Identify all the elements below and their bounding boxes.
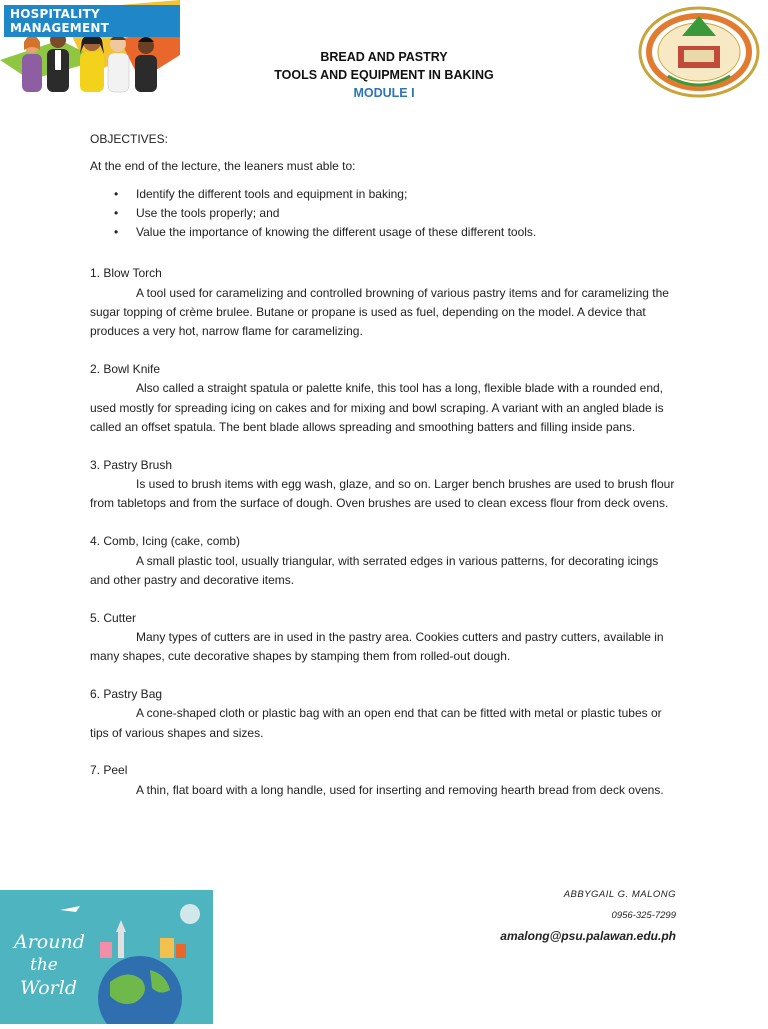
module-label: MODULE I [353,86,415,100]
author-phone: 0956-325-7299 [611,910,676,921]
document-header [0,48,768,102]
globe-illustration [0,890,213,1024]
objective-item: • Identify the different tools and equipment in baking; [136,185,680,204]
tool-description: A thin, flat board with a long handle, used for inserting and removing hearth bread from deck ovens. [136,782,664,797]
author-contact [500,889,676,943]
objective-item: • Value the importance of knowing the different usage of these different tools. [136,223,680,242]
tool-description: Many types of cutters are in used in the pastry area. Cookies cutters and pastry cutters, available in many shapes, cute decorative shapes by stamping them from rolled-out dough. [90,629,664,664]
tool-section [90,264,680,341]
tool-description: Is used to brush items with egg wash, glaze, and so on. Larger bench brushes are used to brush flour from tabletops and from the surface of dough. Oven brushes are used to clean excess flour from deck ovens. [90,477,675,511]
tool-title: 2. Bowl Knife [90,362,161,377]
tool-description: Also called a straight spatula or palette knife, this tool has a long, flexible blade with a rounded end, used mostly for spreading icing on cakes and for mixing and bowl scraping. A variant with an angled blade is called an offset spatula. The bent blade allows spreading and smoothing batters and filling inside pans. [90,381,664,435]
subject-title: BREAD AND PASTRY [320,50,448,64]
objective-item: • Use the tools properly; and [136,204,680,223]
tool-description: A small plastic tool, usually triangular, with serrated edges in various patterns, for decorating icings and other pastry and decorative items. [90,553,659,587]
around-the-world-image [0,890,213,1024]
tool-section [90,456,680,514]
banner-title: HOSPITALITY MANAGEMENT [4,5,180,37]
logo-text-around: Around [14,931,85,953]
logo-text-the: the [30,955,58,975]
author-name: ABBYGAIL G. MALONG [563,889,676,900]
tool-title: 7. Peel [90,763,128,778]
tool-section [90,761,680,800]
tool-title: 6. Pastry Bag [90,687,163,702]
tool-title: 5. Cutter [90,610,137,625]
objectives-list [90,185,680,243]
objectives-heading: OBJECTIVES: [90,132,169,146]
tool-section [90,685,680,743]
tool-section [90,609,680,667]
tool-section [90,532,680,590]
tool-description: A tool used for caramelizing and controlled browning of various pastry items and for caramelizing the sugar topping of crème brulee. Butane or propane is used as fuel, depending on the model. A device that produces a very hot, narrow flame for caramelizing. [90,285,669,339]
lesson-title: TOOLS AND EQUIPMENT IN BAKING [274,68,494,82]
author-email[interactable]: amalong@psu.palawan.edu.ph [500,929,676,943]
tool-section [90,360,680,437]
logo-text-world: World [20,977,77,999]
objectives-intro: At the end of the lecture, the leaners must able to: [90,159,356,174]
tool-title: 3. Pastry Brush [90,457,173,472]
tool-description: A cone-shaped cloth or plastic bag with an open end that can be fitted with metal or plastic tubes or tips of various shapes and sizes. [90,706,662,740]
document-body [90,130,680,819]
tool-title: 1. Blow Torch [90,266,162,281]
tool-title: 4. Comb, Icing (cake, comb) [90,534,241,549]
